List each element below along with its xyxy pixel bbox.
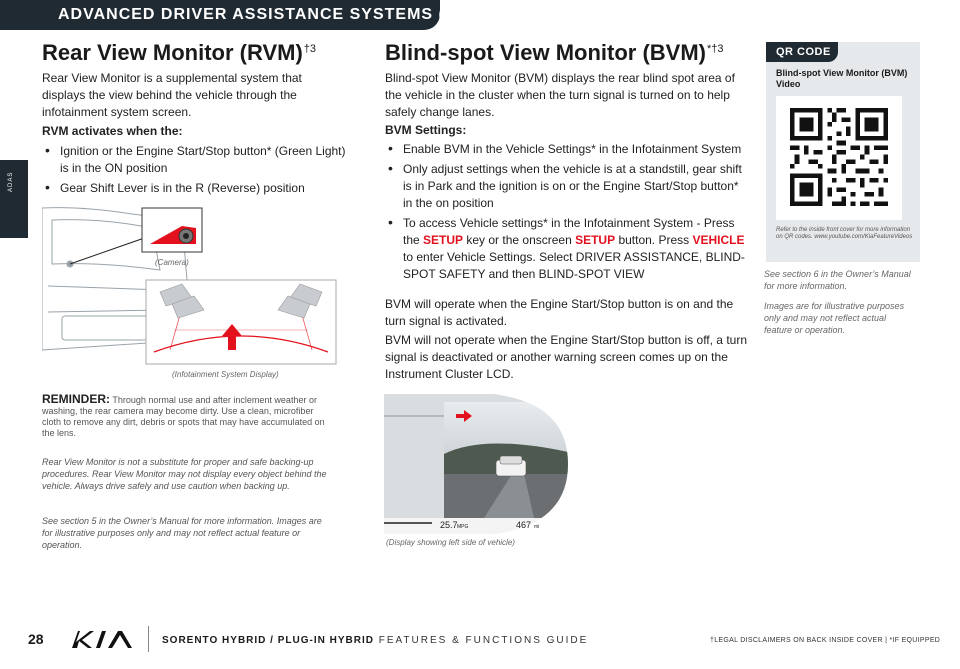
bvm-intro: Blind-spot View Monitor (BVM) displays the rear blind spot area of the vehicle in the cluster when the turn signal is turned on to help safely change lanes. [385, 71, 735, 119]
kia-logo [70, 628, 134, 650]
infotainment-display [146, 280, 336, 364]
list-item: • Gear Shift Lever is in the R (Reverse) position [42, 180, 352, 197]
camera-caption: (Camera) [155, 258, 189, 267]
range-readout: 467 [516, 520, 532, 530]
qr-title: Blind-spot View Monitor (BVM) Video [776, 68, 908, 89]
rvm-intro: Rear View Monitor is a supplemental system that displays the view behind the vehicle through the infotainment system screen. [42, 71, 302, 119]
list-item: • To access Vehicle settings* in the Infotainment System - Press the SETUP key or the onscreen SETUP button. Press VEHICLE to enter Vehicle Settings. Select DRIVER ASSISTANCE, BLIND-SPOT SAFETY and then BLIND-SPOT VIEW [385, 215, 750, 283]
footer-divider [148, 626, 149, 652]
list-item: • Ignition or the Engine Start/Stop button* (Green Light) is in the ON position [42, 143, 352, 177]
footer-legal: †LEGAL DISCLAIMERS ON BACK INSIDE COVER | *IF EQUIPPED [710, 637, 941, 644]
reminder-label: REMINDER: [42, 392, 110, 406]
mpg-readout: 25.7 [440, 520, 458, 530]
list-item: • Enable BVM in the Vehicle Settings* in the Infotainment System [385, 141, 750, 158]
vehicle-icon [496, 456, 526, 476]
page-number: 28 [28, 631, 44, 647]
bvm-operate-off: BVM will not operate when the Engine Start/Stop button is off, a turn signal is deactivated or another warning screen comes up on the Instrument Cluster LCD. [385, 333, 747, 381]
footer-guide: SORENTO HYBRID / PLUG-IN HYBRID FEATURES & FUNCTIONS GUIDE [162, 635, 589, 646]
list-item: • Only adjust settings when the vehicle is at a standstill, gear shift is in Park and the ignition is on or the Engine Start/Stop button* in the on position [385, 161, 750, 212]
qr-code-icon[interactable] [790, 108, 888, 206]
bvm-bullets [385, 141, 750, 286]
rvm-title: Rear View Monitor (RVM)$^{\dagger 3}$ [42, 40, 317, 65]
cluster-display [384, 394, 568, 534]
side-note-2: Images are for illustrative purposes only and may not reflect actual feature or operation. [764, 301, 905, 335]
reminder-text: Through normal use and after inclement weather or washing, the rear camera may become dirty. Use a clean, microfiber cloth to remove any dirt, debris or spots that may have accumulated on the lens. [42, 395, 325, 438]
display-caption: (Infotainment System Display) [172, 370, 279, 379]
section-title: ADVANCED DRIVER ASSISTANCE SYSTEMS (ADAS) [58, 6, 501, 23]
qr-note: Refer to the inside front cover for more information on QR codes. www.youtube.com/KiaFeatureVideos [776, 227, 913, 240]
camera-icon [142, 208, 202, 252]
qr-tab-label: QR CODE [776, 46, 831, 58]
rvm-activates-heading: RVM activates when the: [42, 124, 183, 138]
rvm-note-1: Rear View Monitor is not a substitute for proper and safe backing-up procedures. Rear View Monitor may not display every object behind the vehicle. Always drive safely and use caution when backing up. [42, 457, 327, 491]
bvm-settings-heading: BVM Settings: [385, 123, 467, 137]
rvm-illustration [42, 200, 342, 378]
bvm-operate-on: BVM will operate when the Engine Start/Stop button is on and the turn signal is activated. [385, 297, 734, 328]
mpg-unit: MPG [457, 524, 469, 530]
cluster-caption: (Display showing left side of vehicle) [386, 538, 515, 547]
reminder [42, 394, 334, 439]
rvm-note-2: See section 5 in the Owner’s Manual for more information. Images are for illustrative purposes only and may not reflect actual feature or operation. [42, 516, 322, 550]
bvm-title: Blind-spot View Monitor (BVM)$^{*\dagger 3}$ [385, 40, 724, 65]
side-tab-label: ADAS [8, 171, 14, 192]
side-note-1: See section 6 in the Owner’s Manual for more information. [764, 269, 911, 291]
rvm-bullets [42, 143, 352, 200]
side-tab [0, 160, 28, 238]
range-unit: mi [534, 524, 540, 530]
